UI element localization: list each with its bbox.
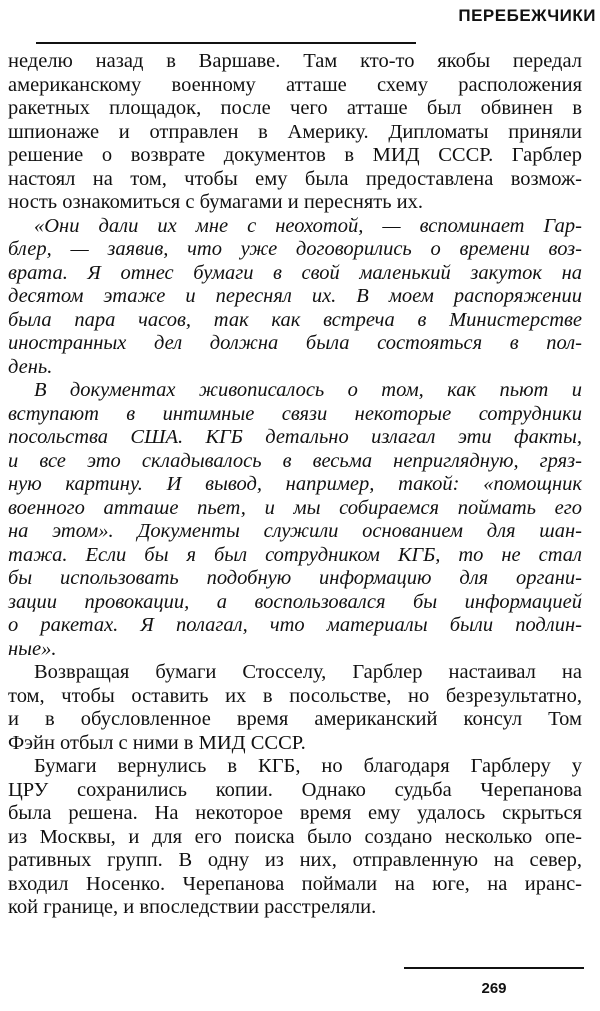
text-line: тажа. Если бы я был сотрудником КГБ, то не стал (8, 543, 582, 566)
text-line: ракетных площадок, после чего атташе был обвинен в (8, 97, 582, 119)
text-line: на этом». Документы служили основанием для шан- (8, 520, 582, 542)
paragraph-4 (8, 661, 582, 755)
text-line: настоял на том, чтобы ему была предоставлена возмож- (8, 167, 582, 190)
text-line: блер, — заявив, что уже договорились о времени воз- (8, 238, 582, 260)
text-line: и все это складывалось в весьма неприглядную, гряз- (8, 449, 582, 472)
text-line: Бумаги вернулись в КГБ, но благодаря Гарблеру у (34, 755, 582, 777)
text-line: «Они дали их мне с неохотой, — вспоминает Гар- (34, 214, 582, 237)
text-line: ную картину. И вывод, например, такой: «помощник (8, 473, 582, 495)
text-line: вступают в интимные связи некоторые сотрудники (8, 402, 582, 425)
text-line: В документах живописалось о том, как пьют и (34, 379, 582, 401)
text-line: врата. Я отнес бумаги в свой маленький закуток на (8, 261, 582, 284)
paragraph-2-quote (8, 215, 582, 380)
text-line: том, чтобы оставить их в посольстве, но безрезультатно, (8, 684, 582, 707)
text-line: о ракетах. Я полагал, что материалы были подлин- (8, 614, 582, 636)
text-line: десятом этаже и переснял их. В моем распоряжении (8, 285, 582, 307)
text-line: бы использовать подобную информацию для органи- (8, 567, 582, 589)
text-line: ЦРУ сохранились копии. Однако судьба Черепанова (8, 778, 582, 801)
text-line: была пара часов, так как встреча в Министерстве (8, 308, 582, 331)
text-line: Фэйн отбыл с ними в МИД СССР. (8, 731, 306, 754)
text-line: иностранных дел должна была состояться в пол- (8, 332, 582, 354)
running-title: ПЕРЕБЕЖЧИКИ (458, 6, 596, 25)
text-line: шпионаже и отправлен в Америку. Дипломаты приняли (8, 120, 582, 143)
text-line: входил Носенко. Черепанова поймали на юге, на иранс- (8, 872, 582, 895)
text-line: ность ознакомиться с бумагами и переснять их. (8, 191, 424, 213)
text-line: посольства США. КГБ детально излагал эти факты, (8, 426, 582, 448)
text-line: и в обусловленное время американский консул Том (8, 708, 582, 730)
text-line: была решена. На некоторое время ему удалось скрыться (8, 802, 582, 824)
text-line: день. (8, 355, 53, 378)
text-line: кой границе, и впоследствии расстреляли. (8, 896, 377, 918)
paragraph-1 (8, 50, 582, 215)
text-line: зации провокации, а воспользовался бы информацией (8, 590, 582, 613)
text-line: военного атташе пьет, и мы собираемся поймать его (8, 496, 582, 519)
text-line: американскому военному атташе схему расположения (8, 73, 582, 96)
text-line: ные». (8, 637, 57, 660)
text-line: решение о возврате документов в МИД СССР. Гарблер (8, 144, 582, 166)
text-line: Возвращая бумаги Стосселу, Гарблер настаивал на (34, 661, 582, 683)
paragraph-3-quote (8, 379, 582, 661)
text-line: неделю назад в Варшаве. Там кто-то якобы передал (8, 50, 582, 72)
text-line: ративных групп. В одну из них, отправленную на север, (8, 849, 582, 871)
header-rule (36, 42, 416, 44)
paragraph-5 (8, 755, 582, 920)
text-line: из Москвы, и для его поиска было создано несколько опе- (8, 825, 582, 848)
page-number: 269 (481, 980, 507, 997)
body-text (8, 50, 582, 920)
footer-rule (404, 967, 584, 969)
